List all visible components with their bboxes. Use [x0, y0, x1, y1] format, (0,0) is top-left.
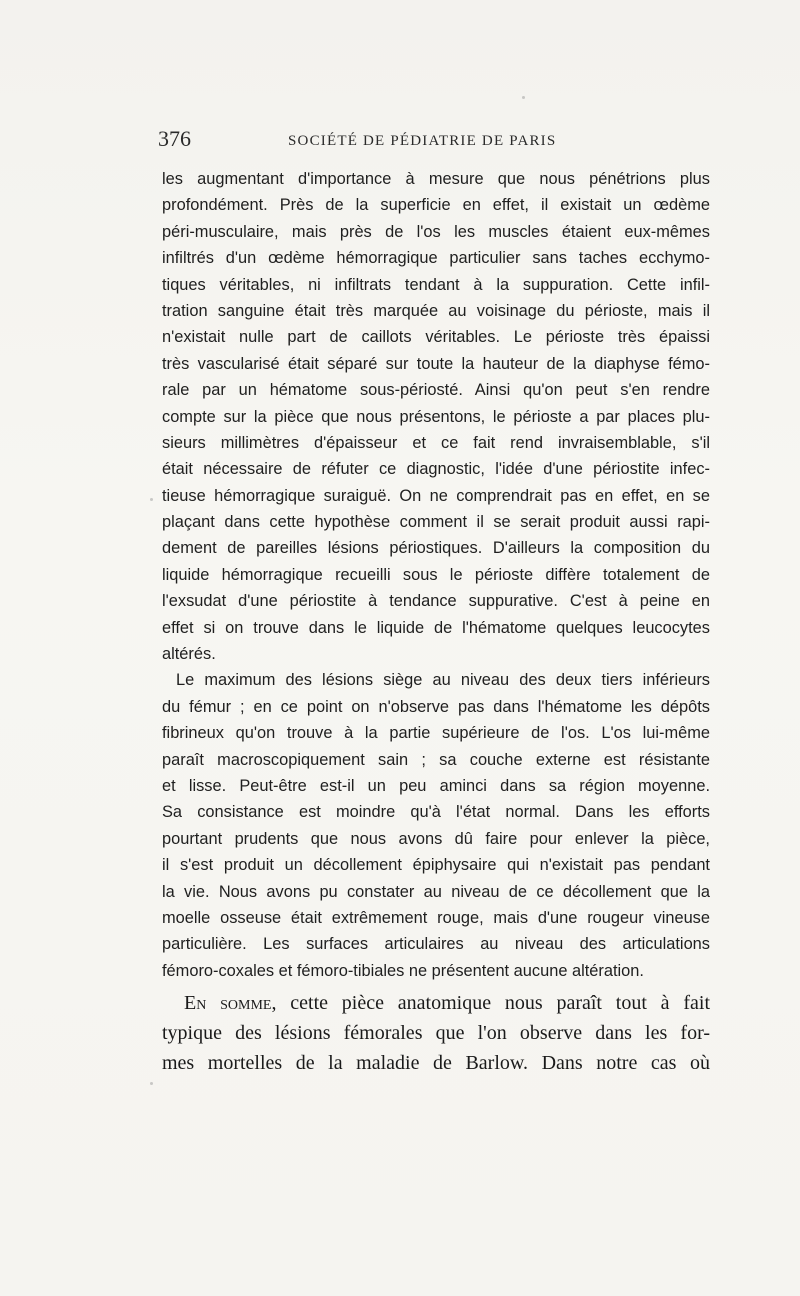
text-line: paraît macroscopiquement sain ; sa couche externe est résistante — [162, 750, 710, 769]
text-line: liquide hémorragique recueilli sous le périoste diffère totalement de — [162, 565, 710, 584]
text-line: les augmentant d'importance à mesure que nous pénétrions plus — [162, 170, 710, 188]
body-text — [162, 166, 710, 984]
text-line: profondément. Près de la superficie en effet, il existait un œdème — [162, 196, 710, 215]
text-line: péri-musculaire, mais près de l'os les muscles étaient eux-mêmes — [162, 222, 710, 241]
conclusion-line-3: mes mortelles de la maladie de Barlow. Dans notre cas où — [162, 1052, 710, 1074]
text-line: pourtant prudents que nous avons dû faire pour enlever la pièce, — [162, 829, 710, 848]
text-line: sieurs millimètres d'épaisseur et ce fait rend invraisemblable, s'il — [162, 433, 710, 452]
text-line: et lisse. Peut-être est-il un peu aminci dans sa région moyenne. — [162, 776, 710, 795]
text-line: moelle osseuse était extrêmement rouge, mais d'une rougeur vineuse — [162, 908, 710, 927]
text-line: tieuse hémorragique suraiguë. On ne comprendrait pas en effet, en se — [162, 486, 710, 505]
text-line: compte sur la pièce que nous présentons, le périoste a par places plu- — [162, 407, 710, 426]
text-line: tiques véritables, ni infiltrats tendant à la suppuration. Cette infil- — [162, 275, 710, 294]
text-line: fibrineux qu'on trouve à la partie supérieure de l'os. L'os lui-même — [162, 724, 710, 743]
text-line: rale par un hématome sous-périosté. Ainsi qu'on peut s'en rendre — [162, 381, 710, 400]
conclusion-line-2: typique des lésions fémorales que l'on observe dans les for- — [162, 1022, 710, 1044]
text-line: effet si on trouve dans le liquide de l'hématome quelques leucocytes — [162, 618, 710, 637]
page-header — [158, 126, 708, 156]
text-line: n'existait nulle part de caillots véritables. Le périoste très épaissi — [162, 328, 710, 347]
text-line: fémoro-coxales et fémoro-tibiales ne présentent aucune altération. — [162, 961, 644, 980]
conclusion-line-1-text: cette pièce anatomique nous paraît tout à fait — [290, 992, 711, 1014]
text-line: altérés. — [162, 645, 216, 664]
page-number: 376 — [158, 126, 191, 151]
small-caps-lead: En somme, — [184, 992, 277, 1014]
text-line: dement de pareilles lésions périostiques. D'ailleurs la composition du — [162, 539, 710, 558]
text-line: particulière. Les surfaces articulaires au niveau des articulations — [162, 935, 710, 954]
print-speck — [150, 1082, 153, 1085]
conclusion-paragraph — [162, 988, 710, 1078]
text-line: plaçant dans cette hypothèse comment il se serait produit aussi rapi- — [162, 513, 710, 532]
print-speck — [150, 498, 153, 501]
text-line: Sa consistance est moindre qu'à l'état normal. Dans les efforts — [162, 803, 710, 822]
text-line: tration sanguine était très marquée au voisinage du périoste, mais il — [162, 301, 710, 320]
text-line: il s'est produit un décollement épiphysaire qui n'existait pas pendant — [162, 856, 710, 875]
text-line: du fémur ; en ce point on n'observe pas dans l'hématome les dépôts — [162, 697, 710, 716]
text-line: l'exsudat d'une périostite à tendance suppurative. C'est à peine en — [162, 592, 710, 611]
conclusion-line-1 — [162, 988, 710, 1018]
text-line: la vie. Nous avons pu constater au niveau de ce décollement que la — [162, 882, 710, 901]
print-speck — [522, 96, 525, 99]
text-line: Le maximum des lésions siège au niveau des deux tiers inférieurs — [176, 671, 710, 690]
text-line: très vascularisé était séparé sur toute la hauteur de la diaphyse fémo- — [162, 354, 710, 373]
text-line: était nécessaire de réfuter ce diagnostic, l'idée d'une périostite infec- — [162, 460, 710, 479]
text-line: infiltrés d'un œdème hémorragique particulier sans taches ecchymo- — [162, 249, 710, 268]
running-title: SOCIÉTÉ DE PÉDIATRIE DE PARIS — [288, 133, 557, 149]
